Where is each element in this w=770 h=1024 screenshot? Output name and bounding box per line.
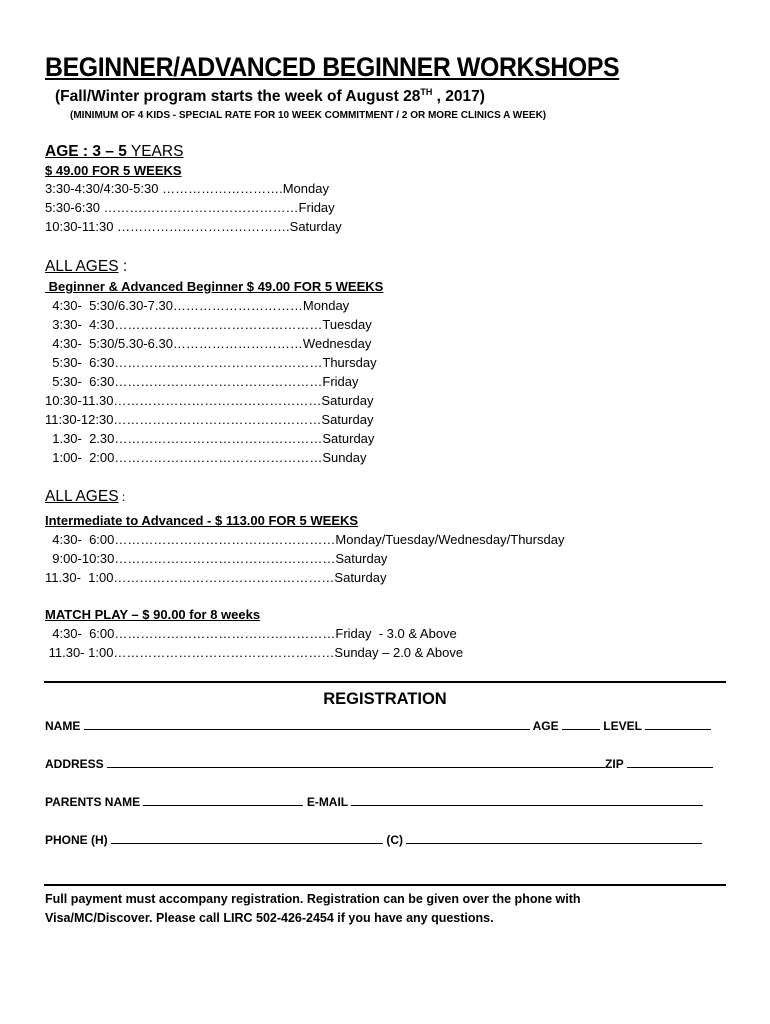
- schedule-row: 11:30-12:30…………………………………………Saturday: [45, 412, 374, 427]
- subtitle-text: (Fall/Winter program starts the week of August 28: [55, 88, 421, 106]
- schedule-row: 4:30- 5:30/5.30-6.30…………………………Wednesday: [45, 336, 372, 351]
- subtitle-superscript: TH: [420, 87, 433, 97]
- all-ages-heading-text: ALL AGES: [45, 488, 119, 505]
- parents-name-label: PARENTS NAME: [45, 795, 141, 809]
- section2-price: Beginner & Advanced Beginner $ 49.00 FOR 5 WEEKS: [45, 279, 384, 294]
- schedule-row: 1:00- 2:00…………………………………………Sunday: [45, 450, 367, 465]
- phone-cell-field[interactable]: [406, 832, 702, 844]
- phone-home-label: PHONE (H): [45, 833, 108, 847]
- section3-price: Intermediate to Advanced - $ 113.00 FOR 5 WEEKS: [45, 513, 359, 528]
- phone-cell-label: (C): [386, 833, 404, 847]
- schedule-row: 3:30- 4:30…………………………………………Tuesday: [45, 317, 372, 332]
- age-field[interactable]: [562, 718, 600, 730]
- address-row: [45, 756, 713, 771]
- schedule-row: 11.30- 1:00……………………………………………Sunday – 2.0 & Above: [45, 645, 464, 660]
- email-field[interactable]: [351, 794, 703, 806]
- minimum-note: (MINIMUM OF 4 KIDS - SPECIAL RATE FOR 10 WEEK COMMITMENT / 2 OR MORE CLINICS A WEEK): [70, 110, 547, 121]
- subtitle-year: , 2017): [432, 88, 485, 106]
- schedule-row: 10:30-11:30 ………………………………….Saturday: [45, 219, 342, 234]
- schedule-row: 4:30- 6:00……………………………………………Friday - 3.0 & Above: [45, 626, 457, 641]
- registration-top-rule: [44, 681, 726, 683]
- parents-name-field[interactable]: [143, 794, 303, 806]
- age-label: AGE: [532, 719, 559, 733]
- all-ages-heading-colon: :: [118, 258, 128, 275]
- schedule-row: 10:30-11.30…………………………………………Saturday: [45, 393, 374, 408]
- schedule-row: 1.30- 2.30…………………………………………Saturday: [45, 431, 375, 446]
- program-start-subtitle: [55, 87, 485, 106]
- name-label: NAME: [45, 719, 81, 733]
- all-ages-heading-2: [45, 488, 125, 506]
- address-label: ADDRESS: [45, 757, 104, 771]
- age-heading: [45, 143, 183, 161]
- email-label: E-MAIL: [306, 795, 348, 809]
- age-heading-years: YEARS: [126, 143, 184, 160]
- match-play-price: MATCH PLAY – $ 90.00 for 8 weeks: [45, 607, 261, 622]
- section1-price: $ 49.00 FOR 5 WEEKS: [45, 163, 182, 178]
- level-field[interactable]: [645, 718, 711, 730]
- schedule-row: 5:30-6:30 ………………………………………Friday: [45, 200, 335, 215]
- all-ages-heading: [45, 258, 127, 276]
- payment-note: Full payment must accompany registration. Registration can be given over the phone with Visa/MC/Discover. Please call LIRC 502-426-2454 if you have any questions.: [45, 892, 581, 925]
- phone-row: [45, 832, 702, 847]
- registration-title: REGISTRATION: [323, 690, 447, 708]
- age-heading-bold: AGE : 3 – 5: [45, 143, 127, 160]
- parents-row: [45, 794, 703, 809]
- address-field[interactable]: [107, 756, 605, 768]
- name-row: [45, 718, 711, 733]
- level-label: LEVEL: [603, 719, 642, 733]
- zip-label: ZIP: [605, 757, 624, 771]
- schedule-row: 9:00-10:30……………………………………………Saturday: [45, 551, 388, 566]
- zip-field[interactable]: [627, 756, 713, 768]
- schedule-row: 4:30- 6:00……………………………………………Monday/Tuesday/Wednesday/Thursday: [45, 532, 565, 547]
- all-ages-heading-text: ALL AGES: [45, 258, 119, 275]
- schedule-row: 11.30- 1:00……………………………………………Saturday: [45, 570, 387, 585]
- footer-rule: [44, 884, 726, 886]
- schedule-row: 5:30- 6:30…………………………………………Friday: [45, 374, 359, 389]
- page-title: BEGINNER/ADVANCED BEGINNER WORKSHOPS: [45, 52, 620, 82]
- schedule-row: 4:30- 5:30/6.30-7.30…………………………Monday: [45, 298, 350, 313]
- all-ages-heading-colon: :: [118, 490, 126, 504]
- phone-home-field[interactable]: [111, 832, 383, 844]
- schedule-row: 3:30-4:30/4:30-5:30 ……………………….Monday: [45, 181, 329, 196]
- schedule-row: 5:30- 6:30…………………………………………Thursday: [45, 355, 377, 370]
- name-field[interactable]: [84, 718, 530, 730]
